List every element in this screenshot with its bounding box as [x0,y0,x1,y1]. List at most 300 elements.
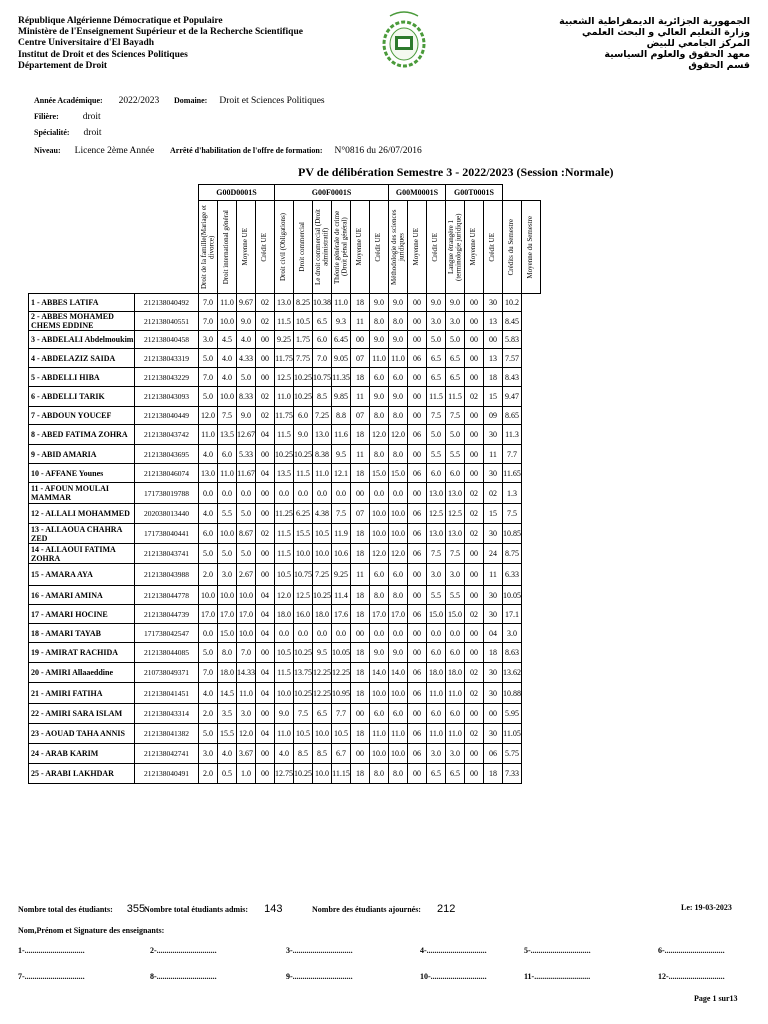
grade-cell: 6.7 [332,744,351,764]
grade-cell: 9.0 [446,294,465,312]
grade-cell: 02 [465,683,484,704]
grade-cell: 18 [351,724,370,744]
student-name: 15 - AMARA AYA [29,564,135,586]
grade-cell: 9.0 [370,294,389,312]
grade-cell: 0.0 [427,624,446,643]
grade-cell: 5.0 [199,349,218,368]
column-header: Moyenne UE [412,228,421,266]
grade-cell: 3.0 [446,564,465,586]
grade-cell: 9.0 [370,643,389,663]
student-row [29,524,541,544]
grade-cell: 00 [256,504,275,524]
grade-cell: 00 [408,564,427,586]
grade-cell: 9.0 [389,331,408,349]
grade-cell: 15.0 [427,605,446,624]
grade-cell: 14.33 [237,663,256,683]
grade-cell: 02 [256,312,275,331]
grade-cell: 0.0 [294,624,313,643]
grade-cell: 07 [351,349,370,368]
total-value: 355 [126,903,146,915]
column-header: Moyenne du Semestre [526,215,535,279]
grade-cell: 00 [351,744,370,764]
grade-cell: 2.0 [199,564,218,586]
grade-cell: 10.5 [275,643,294,663]
grade-cell: 6.25 [294,504,313,524]
grade-cell: 00 [465,445,484,464]
grade-cell: 06 [408,425,427,445]
student-row [29,605,541,624]
grade-cell: 9.05 [332,349,351,368]
grade-cell: 8.63 [503,643,522,663]
grade-cell: 11.75 [275,349,294,368]
grade-cell: 10.25 [294,643,313,663]
grade-cell: 6.5 [446,368,465,387]
grade-cell: 11.5 [275,544,294,564]
grade-cell: 30 [484,683,503,704]
specialite-field [34,128,102,138]
grade-cell: 10.25 [294,387,313,407]
grade-cell: 6.0 [389,368,408,387]
grade-cell: 3.67 [237,744,256,764]
grade-cell: 18 [484,368,503,387]
grade-cell: 11.4 [332,586,351,605]
grade-cell: 11.5 [275,425,294,445]
grade-cell: 00 [465,564,484,586]
grade-cell: 10.0 [294,544,313,564]
student-name: 23 - AOUAD TAHA ANNIS [29,724,135,744]
grade-cell: 9.5 [313,643,332,663]
grade-cell: 11.0 [218,464,237,483]
grade-cell: 10.5 [294,724,313,744]
grade-cell: 11.0 [446,724,465,744]
report-date: Le: 19-03-2023 [681,903,732,912]
student-row [29,586,541,605]
grade-cell: 11.0 [389,724,408,744]
grade-cell: 00 [256,564,275,586]
grade-cell: 06 [484,744,503,764]
grade-cell: 11.67 [237,464,256,483]
grade-cell: 10.75 [294,564,313,586]
grade-cell: 6.0 [218,445,237,464]
student-matricule: 212138043093 [135,387,199,407]
grade-cell: 02 [465,483,484,504]
grade-cell: 18 [351,663,370,683]
signature-line: 8-.............................. [150,972,217,981]
header-line: République Algérienne Démocratique et Populaire [18,16,223,26]
student-matricule: 212138041382 [135,724,199,744]
grade-cell: 10.0 [389,504,408,524]
signature-line: 10-............................ [420,972,487,981]
student-name: 1 - ABBES LATIFA [29,294,135,312]
grade-cell: 00 [465,544,484,564]
grade-cell: 3.0 [446,744,465,764]
signature-line: 1-.............................. [18,946,85,955]
grade-cell: 2.0 [199,704,218,724]
grade-cell: 18 [351,368,370,387]
grade-cell: 7.0 [199,368,218,387]
column-header: Crédit UE [431,232,440,262]
grade-cell: 11.5 [275,524,294,544]
student-name: 16 - AMARI AMINA [29,586,135,605]
grade-cell: 5.0 [199,387,218,407]
grade-cell: 15.0 [218,624,237,643]
grade-cell: 10.25 [294,764,313,784]
grade-cell: 5.5 [446,445,465,464]
grade-cell: 07 [351,407,370,425]
grade-cell: 00 [351,331,370,349]
student-row [29,483,541,504]
grade-cell: 02 [465,663,484,683]
column-header: Langue étrangère 1 (terminologie juridique) [446,213,462,281]
grade-cell: 10.0 [313,764,332,784]
grade-cell: 06 [408,683,427,704]
grade-cell: 17.0 [370,605,389,624]
grade-cell: 00 [465,368,484,387]
student-name: 8 - ABED FATIMA ZOHRA [29,425,135,445]
column-header: Droit international général [222,209,231,285]
student-name: 6 - ABDELLI TARIK [29,387,135,407]
student-name: 2 - ABBES MOHAMED CHEMS EDDINE [29,312,135,331]
grade-cell: 16.0 [294,605,313,624]
grade-cell: 11.35 [332,368,351,387]
total-label: Nombre total des étudiants: [18,905,113,914]
niveau-label: Niveau: [34,146,61,155]
grade-cell: 00 [351,624,370,643]
grades-table [28,184,541,784]
student-name: 25 - ARABI LAKHDAR [29,764,135,784]
column-header: Droit de la famille(Mariage et divorce) [199,205,215,289]
grade-cell: 11.15 [332,764,351,784]
grade-cell: 11.0 [199,425,218,445]
grade-cell: 0.0 [275,624,294,643]
grade-cell: 0.0 [237,483,256,504]
grade-cell: 10.25 [294,368,313,387]
grade-cell: 10.0 [313,724,332,744]
student-name: 22 - AMIRI SARA ISLAM [29,704,135,724]
column-header: Moyenne UE [241,228,250,266]
group-header-row [29,185,541,201]
grade-cell: 00 [408,643,427,663]
pv-title: PV de délibération Semestre 3 - 2022/2023 (Session :Normale) [298,165,614,179]
grade-cell: 00 [465,464,484,483]
grade-cell: 8.38 [313,445,332,464]
student-row [29,504,541,524]
grade-cell: 11.0 [446,683,465,704]
grade-cell: 6.0 [427,464,446,483]
grade-cell: 00 [484,331,503,349]
grade-cell: 10.75 [313,368,332,387]
student-row [29,349,541,368]
niveau-value: Licence 2ème Année [74,146,155,156]
grade-cell: 0.0 [370,483,389,504]
grade-cell: 13.0 [427,524,446,544]
grade-cell: 11.0 [427,683,446,704]
grade-cell: 07 [351,504,370,524]
grade-cell: 6.0 [294,407,313,425]
grade-cell: 2.67 [237,564,256,586]
grade-cell: 11.5 [427,387,446,407]
grade-cell: 10.25 [294,683,313,704]
grade-cell: 10.95 [332,683,351,704]
grade-cell: 17.6 [332,605,351,624]
grade-cell: 9.25 [332,564,351,586]
column-header: Moyenne UE [469,228,478,266]
grade-cell: 18.0 [313,605,332,624]
grade-cell: 9.0 [237,407,256,425]
grade-cell: 11.0 [237,683,256,704]
grade-cell: 8.0 [389,764,408,784]
grade-cell: 1.0 [237,764,256,784]
grade-cell: 8.0 [370,586,389,605]
grade-cell: 12.5 [446,504,465,524]
grade-cell: 9.25 [275,331,294,349]
grade-cell: 10.0 [389,744,408,764]
student-name: 19 - AMIRAT RACHIDA [29,643,135,663]
column-header-row [29,201,541,294]
grade-cell: 12.67 [237,425,256,445]
grade-cell: 7.7 [332,704,351,724]
student-row [29,368,541,387]
grade-cell: 00 [408,483,427,504]
grade-cell: 10.25 [313,586,332,605]
grade-cell: 17.0 [218,605,237,624]
grade-cell: 0.0 [332,624,351,643]
student-row [29,294,541,312]
student-name: 3 - ABDELALI Abdelmoukim [29,331,135,349]
grade-cell: 10.0 [370,683,389,704]
grade-cell: 0.0 [332,483,351,504]
column-header: Théorie générale de crime (Droit pénal général) [332,210,348,284]
grade-cell: 6.0 [370,368,389,387]
header-line: Ministère de l'Enseignement Supérieur et de la Recherche Scientifique [18,27,303,38]
grade-cell: 8.0 [370,445,389,464]
grade-cell: 3.0 [446,312,465,331]
grade-cell: 11.0 [370,349,389,368]
filiere-value: droit [82,112,101,122]
student-row [29,744,541,764]
student-name: 21 - AMIRI FATIHA [29,683,135,704]
admis-label: Nombre total étudiants admis: [144,905,249,914]
grade-cell: 10.0 [370,744,389,764]
grade-cell: 8.25 [294,294,313,312]
grade-cell: 18 [484,643,503,663]
grade-cell: 5.5 [218,504,237,524]
grade-cell: 4.38 [313,504,332,524]
grade-cell: 18.0 [218,663,237,683]
student-name: 18 - AMARI TAYAB [29,624,135,643]
grade-cell: 3.0 [199,744,218,764]
grade-cell: 5.83 [503,331,522,349]
grade-cell: 10.0 [199,586,218,605]
grade-cell: 8.5 [313,387,332,407]
student-row [29,663,541,683]
student-matricule: 212138046074 [135,464,199,483]
grade-cell: 7.0 [199,663,218,683]
grade-cell: 10.0 [389,683,408,704]
column-header: Crédit UE [374,232,383,262]
grade-cell: 5.0 [237,544,256,564]
grade-cell: 11.0 [332,294,351,312]
grade-cell: 18 [484,764,503,784]
grade-cell: 13.0 [446,483,465,504]
grade-cell: 7.0 [199,294,218,312]
domaine-value: Droit et Sciences Politiques [219,96,325,106]
grade-cell: 3.0 [427,744,446,764]
student-matricule: 212138040492 [135,294,199,312]
student-matricule: 210738049371 [135,663,199,683]
grade-cell: 15.0 [389,464,408,483]
grade-cell: 7.5 [446,544,465,564]
grade-cell: 13.5 [218,425,237,445]
student-matricule: 202038013440 [135,504,199,524]
grade-cell: 6.0 [370,704,389,724]
grade-cell: 00 [256,764,275,784]
header-line: Institut de Droit et des Sciences Politiques [18,49,188,60]
grade-cell: 02 [256,294,275,312]
grade-cell: 06 [408,744,427,764]
student-name: 5 - ABDELLI HIBA [29,368,135,387]
grade-cell: 7.5 [332,504,351,524]
grade-cell: 4.0 [275,744,294,764]
grade-cell: 8.0 [389,586,408,605]
grade-cell: 14.5 [218,683,237,704]
grade-cell: 12.5 [427,504,446,524]
grade-cell: 17.0 [237,605,256,624]
grade-cell: 6.5 [427,764,446,784]
grade-cell: 7.25 [313,564,332,586]
grade-cell: 00 [408,387,427,407]
grade-cell: 10.5 [275,564,294,586]
grade-cell: 24 [484,544,503,564]
grade-cell: 12.5 [275,368,294,387]
grade-cell: 15.5 [218,724,237,744]
grade-cell: 4.33 [237,349,256,368]
grade-cell: 18 [351,764,370,784]
student-matricule: 212138043695 [135,445,199,464]
grade-cell: 12.0 [389,544,408,564]
grade-cell: 7.7 [503,445,522,464]
grade-cell: 1.75 [294,331,313,349]
grade-cell: 12.25 [313,663,332,683]
grade-cell: 0.0 [199,624,218,643]
university-logo [380,6,428,70]
grade-cell: 00 [408,764,427,784]
grade-cell: 06 [408,544,427,564]
grade-cell: 18.0 [427,663,446,683]
grade-cell: 06 [408,349,427,368]
grade-cell: 00 [465,624,484,643]
grade-cell: 11 [484,564,503,586]
grade-cell: 7.5 [294,704,313,724]
grade-cell: 6.5 [446,764,465,784]
grade-cell: 6.5 [446,349,465,368]
student-matricule: 212138041451 [135,683,199,704]
grade-cell: 14.0 [389,663,408,683]
grade-cell: 15.0 [446,605,465,624]
grade-cell: 00 [465,331,484,349]
grade-cell: 9.5 [332,445,351,464]
grade-cell: 00 [408,331,427,349]
grade-cell: 10.2 [503,294,522,312]
header-line-ar: قسم الحقوق [688,60,750,71]
student-matricule: 212138040491 [135,764,199,784]
grade-cell: 18.0 [275,605,294,624]
grade-cell: 5.0 [237,368,256,387]
group-code: G00F0001S [275,185,389,201]
grade-cell: 0.0 [218,483,237,504]
grade-cell: 11 [351,445,370,464]
grade-cell: 00 [408,704,427,724]
grade-cell: 00 [256,744,275,764]
grade-cell: 10.0 [218,387,237,407]
grade-cell: 11.25 [275,504,294,524]
header-line: Centre Universitaire d'El Bayadh [18,38,155,49]
student-matricule: 212138043314 [135,704,199,724]
student-row [29,407,541,425]
grade-cell: 10.38 [313,294,332,312]
grade-cell: 4.0 [199,445,218,464]
grade-cell: 15.0 [370,464,389,483]
grade-cell: 6.0 [199,524,218,544]
grade-cell: 10.6 [332,544,351,564]
grade-cell: 30 [484,524,503,544]
grade-cell: 8.5 [313,744,332,764]
grade-cell: 7.5 [503,504,522,524]
arrete-label: Arrêté d'habilitation de l'offre de formation: [170,146,323,155]
grade-cell: 9.0 [427,294,446,312]
signature-line: 11-............................ [524,972,591,981]
grade-cell: 6.5 [313,704,332,724]
grade-cell: 5.0 [199,544,218,564]
specialite-label: Spécialité: [34,128,70,137]
student-row [29,331,541,349]
grade-cell: 18 [351,683,370,704]
grade-cell: 02 [465,504,484,524]
grade-cell: 4.0 [218,368,237,387]
grade-cell: 0.0 [275,483,294,504]
student-matricule: 212138043741 [135,544,199,564]
grade-cell: 7.75 [294,349,313,368]
signature-title: Nom,Prénom et Signature des enseignants: [18,926,165,935]
ajournes-value: 212 [436,903,456,915]
student-matricule: 212138040449 [135,407,199,425]
student-name: 14 - ALLAOUI FATIMA ZOHRA [29,544,135,564]
grade-cell: 6.0 [446,464,465,483]
grade-cell: 0.5 [218,764,237,784]
grade-cell: 18 [351,425,370,445]
grade-cell: 00 [465,586,484,605]
grade-cell: 5.5 [446,586,465,605]
grade-cell: 10.0 [389,524,408,544]
header-line-ar: معهد الحقوق والعلوم السياسية [604,49,750,60]
grade-cell: 4.0 [218,349,237,368]
grade-cell: 04 [256,624,275,643]
grade-cell: 5.0 [218,544,237,564]
grade-cell: 00 [256,704,275,724]
grade-cell: 17.1 [503,605,522,624]
grade-cell: 04 [256,586,275,605]
grade-cell: 17.0 [389,605,408,624]
grade-cell: 5.5 [427,586,446,605]
grade-cell: 00 [465,407,484,425]
grade-cell: 11.6 [332,425,351,445]
grade-cell: 00 [256,483,275,504]
grade-cell: 11 [351,312,370,331]
grade-cell: 7.33 [503,764,522,784]
grade-cell: 11.65 [503,464,522,483]
grade-cell: 7.0 [237,643,256,663]
grade-cell: 10.5 [294,312,313,331]
